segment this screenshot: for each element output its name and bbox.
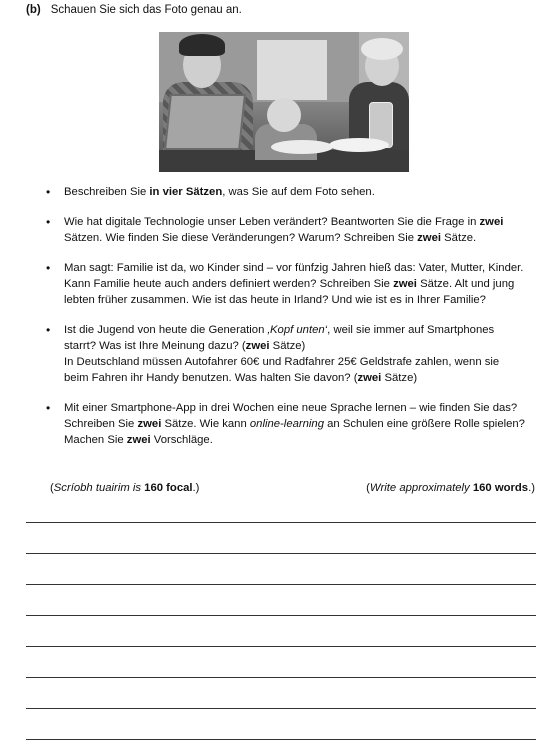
bullet-paragraph xyxy=(64,400,526,448)
text-run: Vorschläge. xyxy=(150,434,213,446)
word-count-irish xyxy=(50,482,199,494)
text-run: ( xyxy=(366,482,370,494)
bullet-paragraph xyxy=(64,184,526,200)
photo-plate xyxy=(329,138,389,152)
emphasis-bold: zwei xyxy=(393,278,417,290)
photo-window xyxy=(257,40,327,100)
text-run: In Deutschland müssen Autofahrer 60€ und Radfahrer 25€ Geldstrafe zahlen, wenn sie beim Fahren ihr Handy benutzen. Was halten Sie davon? ( xyxy=(64,356,500,384)
bullet-paragraph xyxy=(64,260,526,308)
emphasis-italic: Write approximately xyxy=(369,482,473,494)
emphasis-bold: zwei xyxy=(126,434,151,446)
photo-man-hair xyxy=(179,34,225,56)
text-run: Mit einer Smartphone-App in drei Wochen eine neue Sprache lernen – wie finden Sie das? Schreiben Sie xyxy=(64,402,518,430)
bullet-paragraph xyxy=(64,322,526,354)
emphasis-bold: zwei xyxy=(245,340,270,352)
emphasis-italic: online-learning xyxy=(249,418,324,430)
answer-line xyxy=(26,708,536,709)
text-run: , weil sie immer auf Smartphones starrt? Was ist Ihre Meinung dazu? ( xyxy=(64,324,495,352)
bullet-item xyxy=(46,322,526,386)
text-run: .) xyxy=(528,482,535,494)
question-label: (b) xyxy=(26,4,41,16)
emphasis-bold: 160 words xyxy=(472,482,529,494)
text-run: Wie hat digitale Technologie unser Leben verändert? Beantworten Sie die Frage in xyxy=(64,216,480,228)
text-run: Sätze. xyxy=(441,232,477,244)
bullet-item xyxy=(46,260,526,308)
text-run: Ist die Jugend von heute die Generation xyxy=(64,324,268,336)
answer-line xyxy=(26,646,536,647)
photo-laptop xyxy=(164,94,246,150)
text-run: Man sagt: Familie ist da, wo Kinder sind – vor fünfzig Jahren hieß das: Vater, Mutter, Kinder. Kann Familie heute auch anders definiert werden? Schreiben Sie xyxy=(64,262,524,290)
answer-line xyxy=(26,584,536,585)
answer-line xyxy=(26,553,536,554)
emphasis-italic: ‚Kopf unten‘ xyxy=(267,324,328,336)
text-run: an Schulen eine größere Rolle spielen? Machen Sie xyxy=(64,418,525,446)
question-instruction: Schauen Sie sich das Foto genau an. xyxy=(50,4,242,16)
answer-line xyxy=(26,615,536,616)
answer-line xyxy=(26,677,536,678)
emphasis-bold: 160 focal xyxy=(144,482,193,494)
text-run: Sätzen. Wie finden Sie diese Veränderungen? Warum? Schreiben Sie xyxy=(64,232,418,244)
text-run: Sätze. Wie kann xyxy=(161,418,250,430)
text-run: Sätze. Alt und jung lebten früher zusammen. Wie ist das heute in Irland? Und wie ist es in Ihrer Familie? xyxy=(64,278,515,306)
photo-woman-hair xyxy=(361,38,403,60)
family-photo xyxy=(159,32,409,172)
question-bullets xyxy=(46,184,526,462)
text-run: Sätze) xyxy=(269,340,306,352)
emphasis-bold: zwei xyxy=(137,418,162,430)
photo-plate xyxy=(271,140,333,154)
text-run: Sätze) xyxy=(381,372,418,384)
text-run: .) xyxy=(192,482,200,494)
answer-line xyxy=(26,522,536,523)
emphasis-bold: zwei xyxy=(417,232,441,244)
question-heading xyxy=(26,4,242,16)
text-run: ( xyxy=(50,482,54,494)
word-count-english xyxy=(366,482,535,494)
bullet-item xyxy=(46,214,526,246)
answer-line xyxy=(26,739,536,740)
bullet-item xyxy=(46,400,526,448)
bullet-item xyxy=(46,184,526,200)
emphasis-italic: Scríobh tuairim is xyxy=(53,482,145,494)
emphasis-bold: in vier Sätzen xyxy=(149,186,223,198)
bullet-paragraph xyxy=(64,214,526,246)
text-run: , was Sie auf dem Foto sehen. xyxy=(222,186,375,198)
photo-boy-head xyxy=(267,98,301,132)
emphasis-bold: zwei xyxy=(357,372,382,384)
emphasis-bold: zwei xyxy=(479,216,504,228)
bullet-paragraph xyxy=(64,354,526,386)
text-run: Beschreiben Sie xyxy=(64,186,150,198)
